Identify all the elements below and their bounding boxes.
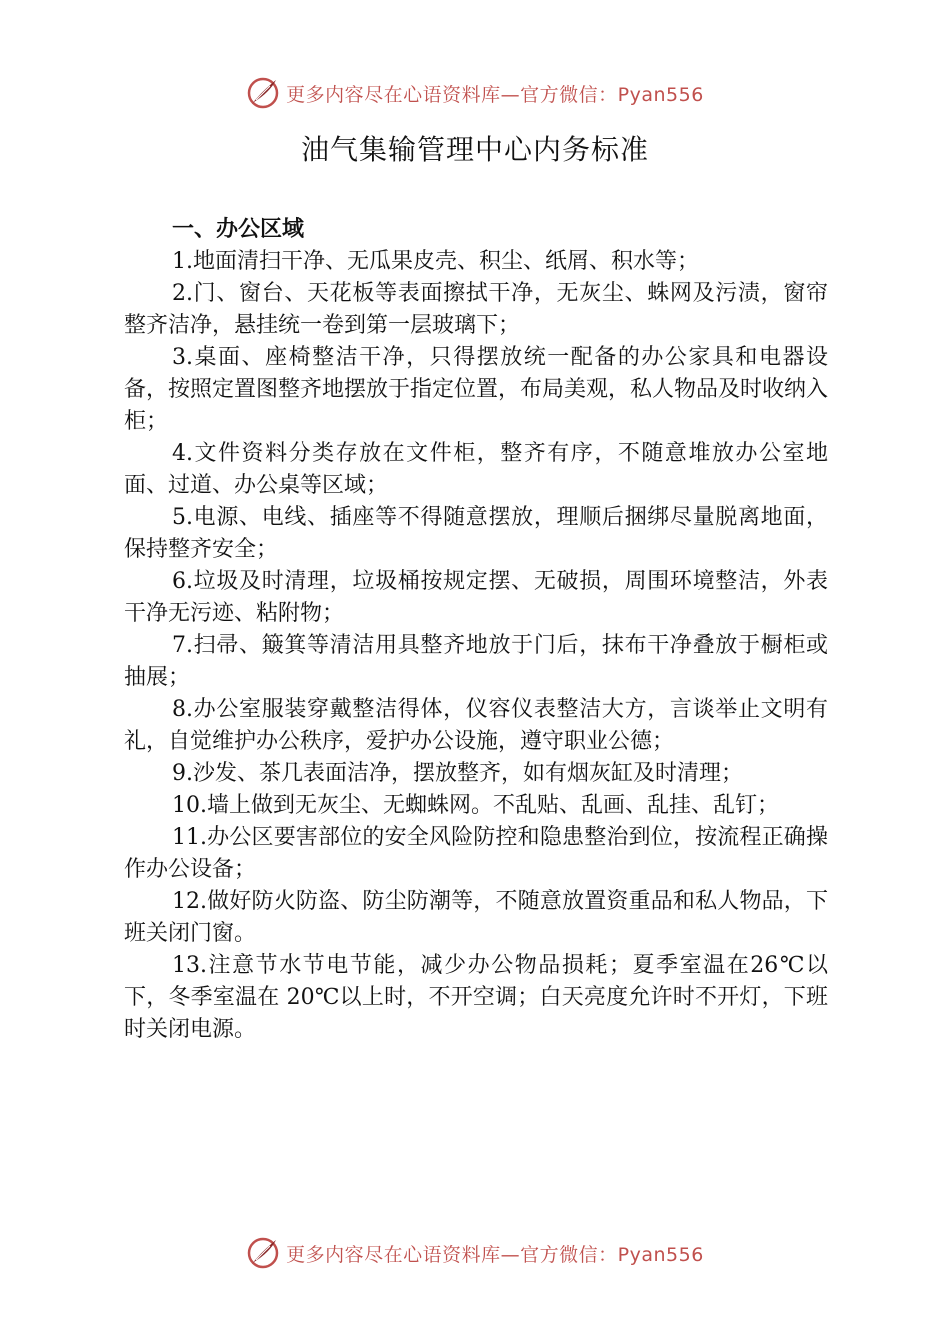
list-item: 4.文件资料分类存放在文件柜，整齐有序，不随意堆放办公室地面、过道、办公桌等区域； xyxy=(124,441,828,498)
document-body xyxy=(124,214,828,1046)
header-watermark xyxy=(0,73,950,113)
list-item: 10.墙上做到无灰尘、无蜘蛛网。不乱贴、乱画、乱挂、乱钉； xyxy=(172,793,779,818)
quill-logo-icon xyxy=(246,1236,280,1270)
section-heading: 一、办公区域 xyxy=(172,217,305,242)
footer-watermark xyxy=(0,1233,950,1273)
watermark-text: 更多内容尽在心语资料库—官方微信：Pyan556 xyxy=(286,83,704,106)
list-item: 3.桌面、座椅整洁干净，只得摆放统一配备的办公家具和电器设备，按照定置图整齐地摆放于指定位置，布局美观，私人物品及时收纳入柜； xyxy=(124,345,829,434)
standards-list xyxy=(124,246,828,1046)
list-item: 2.门、窗台、天花板等表面擦拭干净，无灰尘、蛛网及污渍，窗帘整齐洁净，悬挂统一卷到第一层玻璃下； xyxy=(124,281,828,338)
list-item: 1.地面清扫干净、无瓜果皮壳、积尘、纸屑、积水等； xyxy=(172,249,699,274)
watermark-text: 更多内容尽在心语资料库—官方微信：Pyan556 xyxy=(286,1243,704,1266)
list-item: 8.办公室服装穿戴整洁得体，仪容仪表整洁大方，言谈举止文明有礼，自觉维护办公秩序，爱护办公设施，遵守职业公德； xyxy=(124,697,828,754)
quill-logo-icon xyxy=(246,76,280,110)
list-item: 5.电源、电线、插座等不得随意摆放，理顺后捆绑尽量脱离地面，保持整齐安全； xyxy=(124,505,828,562)
list-item: 7.扫帚、簸箕等清洁用具整齐地放于门后，抹布干净叠放于橱柜或抽展； xyxy=(124,633,828,690)
list-item: 12.做好防火防盗、防尘防潮等，不随意放置资重品和私人物品，下班关闭门窗。 xyxy=(124,889,828,946)
list-item: 11.办公区要害部位的安全风险防控和隐患整治到位，按流程正确操作办公设备； xyxy=(124,825,828,882)
list-item: 9.沙发、茶几表面洁净，摆放整齐，如有烟灰缸及时清理； xyxy=(172,761,743,786)
list-item: 13.注意节水节电节能，减少办公物品损耗；夏季室温在26℃以下，冬季室温在 20℃以上时，不开空调；白天亮度允许时不开灯，下班时关闭电源。 xyxy=(124,953,828,1042)
document-title: 油气集输管理中心内务标准 xyxy=(300,133,649,166)
list-item: 6.垃圾及时清理，垃圾桶按规定摆、无破损，周围环境整洁，外表干净无污迹、粘附物； xyxy=(124,569,828,626)
